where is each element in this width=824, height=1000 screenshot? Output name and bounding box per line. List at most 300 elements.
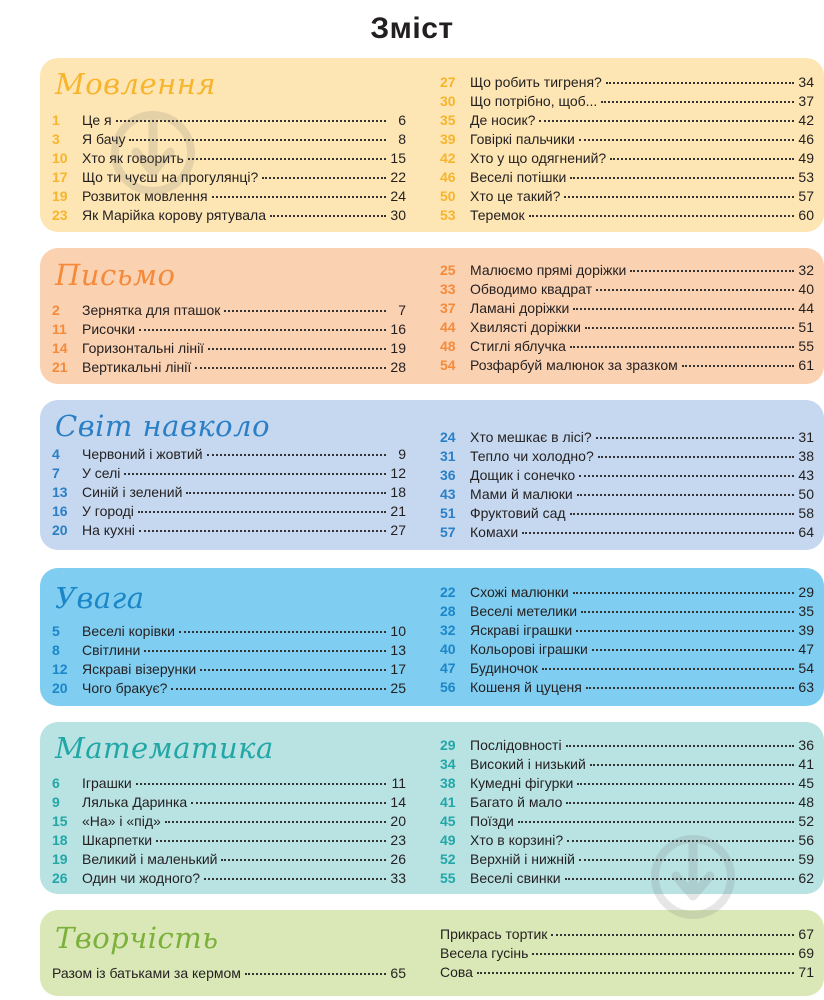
page-number: 46 xyxy=(798,131,814,147)
toc-entry xyxy=(52,358,406,377)
page-number: 64 xyxy=(798,524,814,540)
dot-leader xyxy=(630,270,794,272)
lesson-title: Теремок xyxy=(470,207,525,223)
lesson-number: 39 xyxy=(440,131,456,147)
lesson-title: Багато й мало xyxy=(470,794,563,810)
lesson-title: Мами й малюки xyxy=(470,486,573,502)
page-number: 67 xyxy=(798,926,814,942)
page-number: 32 xyxy=(798,262,814,278)
lesson-title: Схожі малюнки xyxy=(470,584,569,600)
toc-entry xyxy=(52,793,406,812)
toc-entry xyxy=(52,622,406,641)
page-number: 41 xyxy=(798,756,814,772)
lesson-number: 23 xyxy=(52,207,68,223)
dot-leader xyxy=(610,158,794,160)
lesson-number: 12 xyxy=(52,661,68,677)
lesson-number: 1 xyxy=(52,112,60,128)
toc-entry xyxy=(440,621,814,640)
toc-entry xyxy=(440,504,814,523)
toc-column-left xyxy=(52,301,406,377)
toc-entry xyxy=(440,149,814,168)
page-number: 34 xyxy=(798,74,814,90)
lesson-title: Що потрібно, щоб... xyxy=(470,93,598,109)
lesson-title: Будиночок xyxy=(470,660,538,676)
toc-column-right xyxy=(440,73,814,225)
lesson-number: 50 xyxy=(440,188,456,204)
page-number: 57 xyxy=(798,188,814,204)
lesson-title: Червоний і жовтий xyxy=(82,446,203,462)
lesson-title: Прикрась тортик xyxy=(440,926,548,942)
lesson-title: Хто в корзині? xyxy=(470,832,564,848)
dot-leader xyxy=(270,215,386,217)
toc-entry xyxy=(440,447,814,466)
page-number: 53 xyxy=(798,169,814,185)
toc-entry xyxy=(440,659,814,678)
toc-entry xyxy=(52,339,406,358)
lesson-title: Рисочки xyxy=(82,321,136,337)
page-number: 60 xyxy=(798,207,814,223)
lesson-number: 45 xyxy=(440,813,456,829)
page-number: 61 xyxy=(798,357,814,373)
lesson-title: Горизонтальні лінії xyxy=(82,340,205,356)
lesson-title: Разом із батьками за кермом xyxy=(52,965,241,981)
page-number: 62 xyxy=(798,870,814,886)
dot-leader xyxy=(139,329,386,331)
page-number: 27 xyxy=(390,522,406,538)
dot-leader xyxy=(592,649,794,651)
dot-leader xyxy=(566,745,794,747)
section-heading: Математика xyxy=(55,731,274,765)
lesson-title: Дощик і сонечко xyxy=(470,467,576,483)
toc-entry xyxy=(440,92,814,111)
lesson-title: Один чи жодного? xyxy=(82,870,201,886)
page-number: 37 xyxy=(798,93,814,109)
toc-entry xyxy=(440,187,814,206)
toc-entry xyxy=(440,280,814,299)
lesson-number: 14 xyxy=(52,340,68,356)
dot-leader xyxy=(551,934,794,936)
page-number: 52 xyxy=(798,813,814,829)
page-number: 7 xyxy=(398,302,406,318)
section-heading: Мовлення xyxy=(55,67,217,101)
dot-leader xyxy=(477,972,794,974)
page-number: 29 xyxy=(798,584,814,600)
lesson-number: 56 xyxy=(440,679,456,695)
toc-entry xyxy=(52,168,406,187)
toc-column-left xyxy=(52,622,406,698)
lesson-number: 11 xyxy=(52,321,67,337)
dot-leader xyxy=(596,289,794,291)
lesson-number: 13 xyxy=(52,484,68,500)
page-number: 31 xyxy=(798,429,814,445)
lesson-number: 17 xyxy=(52,169,68,185)
page-number: 10 xyxy=(390,623,406,639)
toc-entry xyxy=(440,318,814,337)
toc-entry xyxy=(440,812,814,831)
lesson-title: Веселі потішки xyxy=(470,169,567,185)
page-title: Зміст xyxy=(370,12,454,45)
lesson-number: 44 xyxy=(440,319,456,335)
lesson-title: Весела гусінь xyxy=(440,945,529,961)
page-number: 20 xyxy=(390,813,406,829)
lesson-title: Що робить тигреня? xyxy=(470,74,602,90)
toc-entry xyxy=(440,774,814,793)
toc-entry xyxy=(440,261,814,280)
lesson-number: 4 xyxy=(52,446,60,462)
lesson-title: Високий і низький xyxy=(470,756,586,772)
page-number: 55 xyxy=(798,338,814,354)
lesson-title: Це я xyxy=(82,112,112,128)
section-attention xyxy=(40,568,824,706)
page-number: 54 xyxy=(798,660,814,676)
dot-leader xyxy=(564,196,794,198)
section-heading: Творчість xyxy=(55,921,219,955)
page-number: 33 xyxy=(390,870,406,886)
toc-entry xyxy=(440,640,814,659)
toc-entry xyxy=(52,831,406,850)
lesson-number: 54 xyxy=(440,357,456,373)
lesson-number: 47 xyxy=(440,660,456,676)
page-number: 59 xyxy=(798,851,814,867)
lesson-title: Великий і маленький xyxy=(82,851,218,867)
lesson-number: 34 xyxy=(440,756,456,772)
page-number: 26 xyxy=(390,851,406,867)
toc-entry xyxy=(440,168,814,187)
lesson-number: 40 xyxy=(440,641,456,657)
lesson-title: Сова xyxy=(440,964,473,980)
page-number: 40 xyxy=(798,281,814,297)
section-world xyxy=(40,400,824,550)
dot-leader xyxy=(601,101,794,103)
lesson-title: Кумедні фігурки xyxy=(470,775,574,791)
dot-leader xyxy=(136,783,386,785)
page-number: 50 xyxy=(798,486,814,502)
lesson-number: 6 xyxy=(52,775,60,791)
lesson-number: 5 xyxy=(52,623,60,639)
lesson-number: 19 xyxy=(52,188,68,204)
lesson-number: 24 xyxy=(440,429,456,445)
dot-leader xyxy=(529,215,794,217)
lesson-number: 21 xyxy=(52,359,68,375)
toc-entry xyxy=(440,583,814,602)
page-number: 30 xyxy=(390,207,406,223)
toc-entry xyxy=(440,850,814,869)
page-number: 22 xyxy=(390,169,406,185)
dot-leader xyxy=(579,475,794,477)
dot-leader xyxy=(195,367,386,369)
dot-leader xyxy=(171,688,386,690)
dot-leader xyxy=(585,327,794,329)
dot-leader xyxy=(570,346,794,348)
page-number: 12 xyxy=(390,465,406,481)
toc-column-right xyxy=(440,583,814,697)
toc-entry xyxy=(440,793,814,812)
lesson-number: 31 xyxy=(440,448,456,464)
dot-leader xyxy=(245,973,386,975)
dot-leader xyxy=(573,592,794,594)
lesson-title: Стиглі яблучка xyxy=(470,338,566,354)
page-number: 44 xyxy=(798,300,814,316)
page-number: 47 xyxy=(798,641,814,657)
lesson-number: 7 xyxy=(52,465,60,481)
toc-entry xyxy=(52,869,406,888)
dot-leader xyxy=(165,821,386,823)
page-number: 56 xyxy=(798,832,814,848)
lesson-title: Лялька Даринка xyxy=(82,794,188,810)
lesson-number: 51 xyxy=(440,505,456,521)
dot-leader xyxy=(570,513,794,515)
toc-entry xyxy=(440,356,814,375)
toc-entry xyxy=(440,736,814,755)
toc-column-right xyxy=(440,428,814,542)
page-number: 8 xyxy=(398,131,406,147)
toc-entry xyxy=(440,466,814,485)
dot-leader xyxy=(542,668,794,670)
dot-leader xyxy=(224,310,386,312)
lesson-number: 3 xyxy=(52,131,60,147)
toc-entry xyxy=(52,149,406,168)
toc-column-left xyxy=(52,445,406,540)
watermark-icon xyxy=(648,822,738,932)
toc-entry xyxy=(52,679,406,698)
lesson-number: 9 xyxy=(52,794,60,810)
toc-column-right xyxy=(440,261,814,375)
lesson-title: Ламані доріжки xyxy=(470,300,570,316)
toc-entry xyxy=(52,660,406,679)
section-heading: Увага xyxy=(55,581,145,615)
page-number: 24 xyxy=(390,188,406,204)
dot-leader xyxy=(570,177,794,179)
lesson-title: Обводимо квадрат xyxy=(470,281,592,297)
toc-entry xyxy=(52,641,406,660)
lesson-title: Шкарпетки xyxy=(82,832,153,848)
lesson-number: 33 xyxy=(440,281,456,297)
toc-entry xyxy=(440,111,814,130)
lesson-title: Світлини xyxy=(82,642,141,658)
lesson-title: Іграшки xyxy=(82,775,132,791)
toc-entry xyxy=(440,485,814,504)
lesson-title: Кольорові іграшки xyxy=(470,641,588,657)
toc-entry xyxy=(52,130,406,149)
toc-entry xyxy=(52,812,406,831)
dot-leader xyxy=(606,82,794,84)
dot-leader xyxy=(522,532,794,534)
lesson-title: Що ти чуєш на прогулянці? xyxy=(82,169,259,185)
toc-column-left xyxy=(52,774,406,888)
lesson-number: 46 xyxy=(440,169,456,185)
page-number: 6 xyxy=(398,112,406,128)
page-number: 15 xyxy=(390,150,406,166)
dot-leader xyxy=(590,764,794,766)
lesson-number: 16 xyxy=(52,503,68,519)
lesson-title: Хто це такий? xyxy=(470,188,561,204)
dot-leader xyxy=(581,611,794,613)
lesson-number: 48 xyxy=(440,338,456,354)
dot-leader xyxy=(204,878,386,880)
toc-entry xyxy=(440,944,814,963)
page-number: 48 xyxy=(798,794,814,810)
dot-leader xyxy=(200,669,386,671)
lesson-title: Чого бракує? xyxy=(82,680,168,696)
section-heading: Письмо xyxy=(55,258,176,292)
dot-leader xyxy=(539,120,794,122)
lesson-title: Я бачу xyxy=(82,131,126,147)
dot-leader xyxy=(596,437,794,439)
toc-entry xyxy=(440,337,814,356)
lesson-title: Поїзди xyxy=(470,813,514,829)
page-number: 69 xyxy=(798,945,814,961)
dot-leader xyxy=(124,473,386,475)
lesson-number: 57 xyxy=(440,524,456,540)
lesson-number: 52 xyxy=(440,851,456,867)
dot-leader xyxy=(156,840,386,842)
toc-entry xyxy=(440,428,814,447)
section-writing xyxy=(40,248,824,384)
lesson-title: Хто мешкає в лісі? xyxy=(470,429,592,445)
lesson-number: 42 xyxy=(440,150,456,166)
page-number: 11 xyxy=(391,775,406,791)
dot-leader xyxy=(586,687,794,689)
lesson-title: Розфарбуй малюнок за зразком xyxy=(470,357,678,373)
page-number: 28 xyxy=(390,359,406,375)
toc-column-right xyxy=(440,925,814,982)
page-number: 19 xyxy=(390,340,406,356)
lesson-title: Послідовності xyxy=(470,737,562,753)
toc-entry xyxy=(440,130,814,149)
lesson-title: Синій і зелений xyxy=(82,484,183,500)
toc-column-left xyxy=(52,964,406,983)
page-number: 25 xyxy=(390,680,406,696)
lesson-number: 27 xyxy=(440,74,456,90)
page-number: 9 xyxy=(398,446,406,462)
toc-entry xyxy=(52,111,406,130)
section-heading: Світ навколо xyxy=(55,409,271,443)
lesson-title: У городі xyxy=(82,503,134,519)
page-number: 36 xyxy=(798,737,814,753)
lesson-number: 37 xyxy=(440,300,456,316)
lesson-title: Як Марійка корову рятувала xyxy=(82,207,267,223)
dot-leader xyxy=(221,859,386,861)
page-number: 51 xyxy=(798,319,814,335)
toc-entry xyxy=(52,502,406,521)
lesson-title: Верхній і нижній xyxy=(470,851,575,867)
dot-leader xyxy=(598,456,794,458)
lesson-title: Говіркі пальчики xyxy=(470,131,575,147)
lesson-number: 26 xyxy=(52,870,68,886)
toc-entry xyxy=(440,831,814,850)
toc-column-right xyxy=(440,736,814,888)
lesson-title: Малюємо прямі доріжки xyxy=(470,262,627,278)
page-number: 16 xyxy=(390,321,406,337)
dot-leader xyxy=(212,196,386,198)
toc-entry xyxy=(52,774,406,793)
dot-leader xyxy=(208,348,386,350)
lesson-number: 15 xyxy=(52,813,68,829)
toc-entry xyxy=(52,483,406,502)
lesson-title: «На» і «під» xyxy=(82,813,161,829)
lesson-title: Хвилясті доріжки xyxy=(470,319,581,335)
lesson-title: Тепло чи холодно? xyxy=(470,448,594,464)
page-number: 17 xyxy=(390,661,406,677)
page-number: 45 xyxy=(798,775,814,791)
lesson-title: Кошеня й цуценя xyxy=(470,679,582,695)
lesson-number: 28 xyxy=(440,603,456,619)
lesson-title: Фруктовий сад xyxy=(470,505,566,521)
dot-leader xyxy=(138,511,386,513)
lesson-number: 32 xyxy=(440,622,456,638)
dot-leader xyxy=(186,492,386,494)
lesson-number: 19 xyxy=(52,851,68,867)
dot-leader xyxy=(139,530,386,532)
dot-leader xyxy=(207,454,386,456)
lesson-number: 38 xyxy=(440,775,456,791)
lesson-title: Веселі метелики xyxy=(470,603,578,619)
lesson-number: 20 xyxy=(52,522,68,538)
dot-leader xyxy=(191,802,386,804)
page-number: 71 xyxy=(798,964,814,980)
lesson-number: 35 xyxy=(440,112,456,128)
lesson-title: Вертикальні лінії xyxy=(82,359,192,375)
toc-entry xyxy=(52,187,406,206)
toc-entry xyxy=(440,299,814,318)
lesson-title: Веселі корівки xyxy=(82,623,175,639)
dot-leader xyxy=(566,802,794,804)
dot-leader xyxy=(179,631,386,633)
toc-entry xyxy=(52,445,406,464)
dot-leader xyxy=(579,139,794,141)
page-number: 39 xyxy=(798,622,814,638)
toc-entry xyxy=(440,206,814,225)
lesson-number: 8 xyxy=(52,642,60,658)
toc-entry xyxy=(440,925,814,944)
lesson-number: 2 xyxy=(52,302,60,318)
watermark-icon xyxy=(108,98,198,208)
page-number: 35 xyxy=(798,603,814,619)
toc-entry xyxy=(440,602,814,621)
dot-leader xyxy=(532,953,794,955)
page-number: 14 xyxy=(390,794,406,810)
page-number: 21 xyxy=(390,503,406,519)
toc-entry xyxy=(440,755,814,774)
toc-entry xyxy=(52,964,406,983)
page-number: 49 xyxy=(798,150,814,166)
page-number: 42 xyxy=(798,112,814,128)
lesson-number: 30 xyxy=(440,93,456,109)
toc-entry xyxy=(52,320,406,339)
toc-entry xyxy=(440,523,814,542)
lesson-title: Яскраві іграшки xyxy=(470,622,573,638)
page-number: 58 xyxy=(798,505,814,521)
lesson-title: Розвиток мовлення xyxy=(82,188,208,204)
lesson-number: 25 xyxy=(440,262,456,278)
page-number: 38 xyxy=(798,448,814,464)
lesson-title: Комахи xyxy=(470,524,519,540)
dot-leader xyxy=(188,158,386,160)
lesson-number: 43 xyxy=(440,486,456,502)
dot-leader xyxy=(262,177,386,179)
page-number: 43 xyxy=(798,467,814,483)
lesson-number: 22 xyxy=(440,584,456,600)
dot-leader xyxy=(576,630,794,632)
toc-entry xyxy=(440,73,814,92)
lesson-title: У селі xyxy=(82,465,121,481)
dot-leader xyxy=(573,308,794,310)
toc-entry xyxy=(52,206,406,225)
toc-entry xyxy=(440,678,814,697)
dot-leader xyxy=(682,365,794,367)
toc-entry xyxy=(440,963,814,982)
lesson-title: Зернятка для пташок xyxy=(82,302,221,318)
